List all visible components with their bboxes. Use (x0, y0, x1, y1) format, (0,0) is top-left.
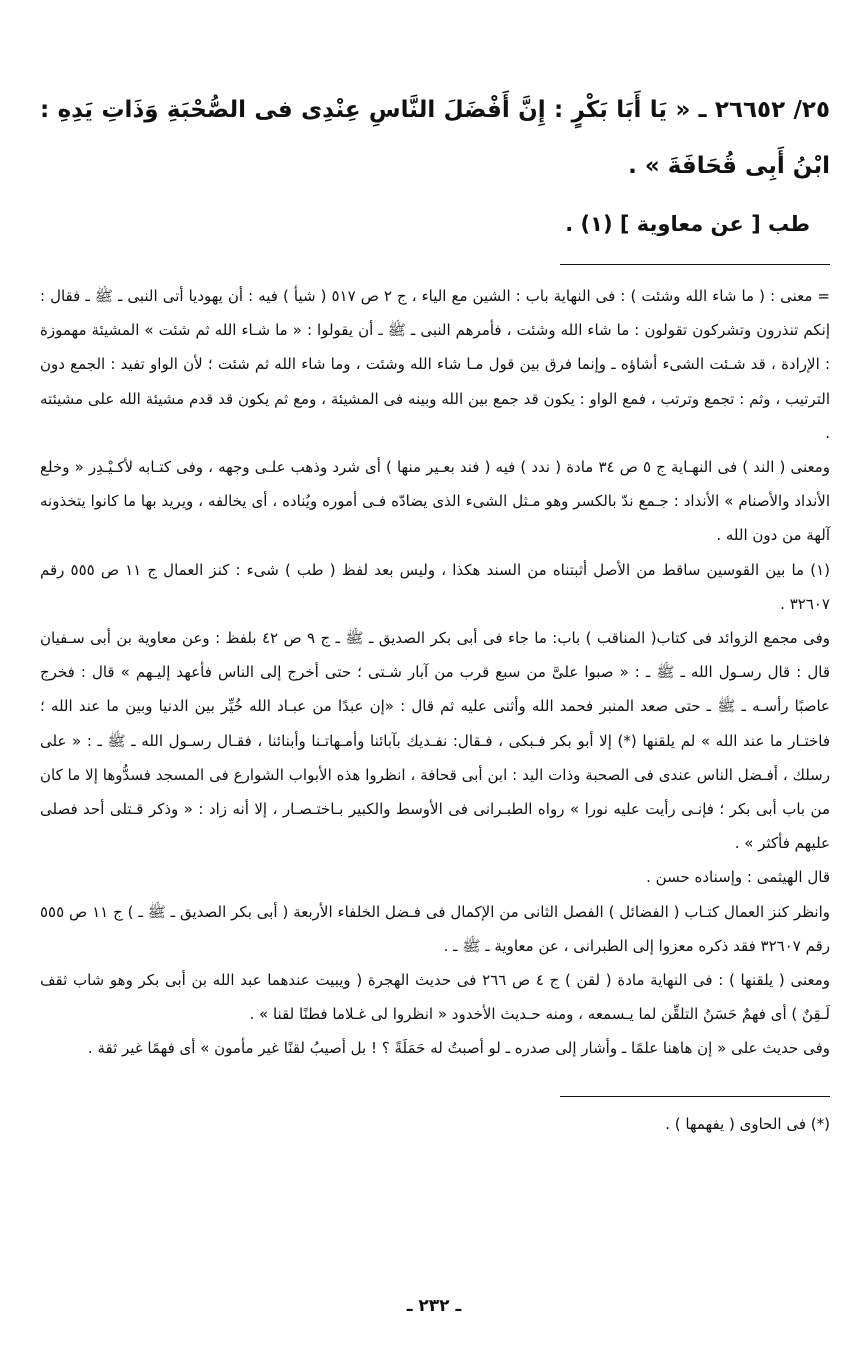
note-paragraph: وانظر كنز العمال كتـاب ( الفضائل ) الفصل الثانى من الإكمال فى فـضل الخلفاء الأربعة ( أبى بكر الصديق ـ ﷺ ـ ) ج ١١ ص ٥٥٥ رقم ٣٢٦٠٧ فقد ذكره معزوا إلى الطبرانى ، عن معاوية ـ ﷺ ـ . (40, 902, 830, 955)
note-paragraph: ومعنى ( الند ) فى النهـاية ج ٥ ص ٣٤ مادة ( ندد ) فيه ( فند بعـير منها ) أى شرد وذهب علـى وجهه ، وفى كتـابه لأكـيْـدِر « وخلع الأنداد والأصنام » الأنداد : جـمع ندّ بالكسر وهو مـثل الشىء الذى يضادّه فـى أموره ويُناده ، أى يخالفه ، ويريد بها ما كانوا يتخذونه آلهة من دون الله . (40, 458, 831, 545)
footnote-divider (560, 264, 830, 265)
note-paragraph: ومعنى ( يلقنها ) : فى النهاية مادة ( لقن ) ج ٤ ص ٢٦٦ فى حديث الهجرة ( ويبيت عندهما عبد الله بن أبى بكر وهو شاب ثقف لَـقِنٌ ) أى فهمٌ حَسَنُ التلقِّن لما يـسمعه ، ومنه حـديث الأخدود « انظروا لى غـلاما فطنًا لقنا » . (40, 971, 831, 1024)
secondary-footnote-divider (560, 1096, 830, 1097)
star-footnote: (*) فى الحاوى ( يفهمها ) . (665, 1114, 830, 1133)
note-paragraph: وفى حديث على « إن هاهنا علمًا ـ وأشار إلى صدره ـ لو أصبتُ له حَمَلَةً ؟ ! بل أصيبُ لقنًا غير مأمون » أى فهمًا غير ثقة . (87, 1039, 830, 1058)
note-paragraph: (١) ما بين القوسين ساقط من الأصل أثبتناه من السند هكذا ، وليس بعد لفظ ( طب ) شىء : كنز العمال ج ١١ ص ٥٥٥ رقم ٣٢٦٠٧ . (40, 560, 831, 613)
note-paragraph: قال الهيثمى : وإسناده حسن . (646, 868, 830, 887)
hadith-source: طب [ عن معاوية ] (١) . (565, 212, 810, 236)
hadith-text: ٢٥/ ٢٦٦٥٢ ـ « يَا أَبَا بَكْرٍ : إِنَّ أَفْضَلَ النَّاسِ عِنْدِى فى الصُّحْبَةِ وَذَاتِ يَدِهِ : ابْنُ أَبِى قُحَافَةَ » . (40, 97, 830, 179)
page-body (40, 82, 830, 1139)
note-paragraph: = معنى : ( ما شاء الله وشئت ) : فى النهاية باب : الشين مع الياء ، ج ٢ ص ٥١٧ ( شيأ ) فيه : أن يهوديا أتى النبى ـ ﷺ ـ فقال : إنكم تنذرون وتشركون تقولون : ما شاء الله وشئت ، فأمرهم النبى ـ ﷺ ـ أن يقولوا : « ما شـاء الله ثم شئت » المشيئة مهموزة : الإرادة ، قد شـئت الشىء أشاؤه ـ وإنما فرق بين قول مـا شاء الله وشئت ، وما شاء الله ثم شئت ؛ لأن الواو تفيد : الجمع دون الترتيب ، وثم : تجمع وترتب ، فمع الواو : يكون قد جمع بين الله وبينه فى المشيئة ، ومع ثم يكون قد قدم مشيئة الله على مشيئته . (40, 287, 831, 442)
note-paragraph: وفى مجمع الزوائد فى كتاب( المناقب ) باب: ما جاء فى أبى بكر الصديق ـ ﷺ ـ ج ٩ ص ٤٢ بلفظ : وعن معاوية بن أبى سـفيان قال : قال رسـول الله ـ ﷺ ـ : « صبوا علىَّ من سبع قرب من آبار شـتى ؛ حتى أخرج إلى الناس فأعهد إليـهم » قال : فخرج عاصبًا رأسـه ـ ﷺ ـ حتى صعد المنبر فحمد الله وأثنى عليه ثم قال : «إن عبدًا من عبـاد الله خُيِّر بين الدنيا وبين ما عند الله ؛ فاختـار ما عند الله » لم يلقنها (*) إلا أبو بكر فـبكى ، فـقال: نفـديك بآبائنا وأمـهاتـنا وأبنائنا ، فقـال رسـول الله ـ ﷺ ـ : « على رسلك ، أفـضل الناس عندى فى الصحبة وذات اليد : ابن أبى قحافة ، انظروا هذه الأبواب الشوارع فى المسجد فسدُّوها إلا ما كان من باب أبى بكر ؛ فإنـى رأيت عليه نورا » رواه الطبـرانى فى الأوسط والكبير بـاختـصـار ، إلا أنه زاد : « وذكر قـتلى أحد فصلى عليهم فأكثر » . (40, 629, 830, 853)
notes-section (40, 279, 830, 1066)
page-number: ـ ٢٣٢ ـ (406, 1296, 462, 1316)
